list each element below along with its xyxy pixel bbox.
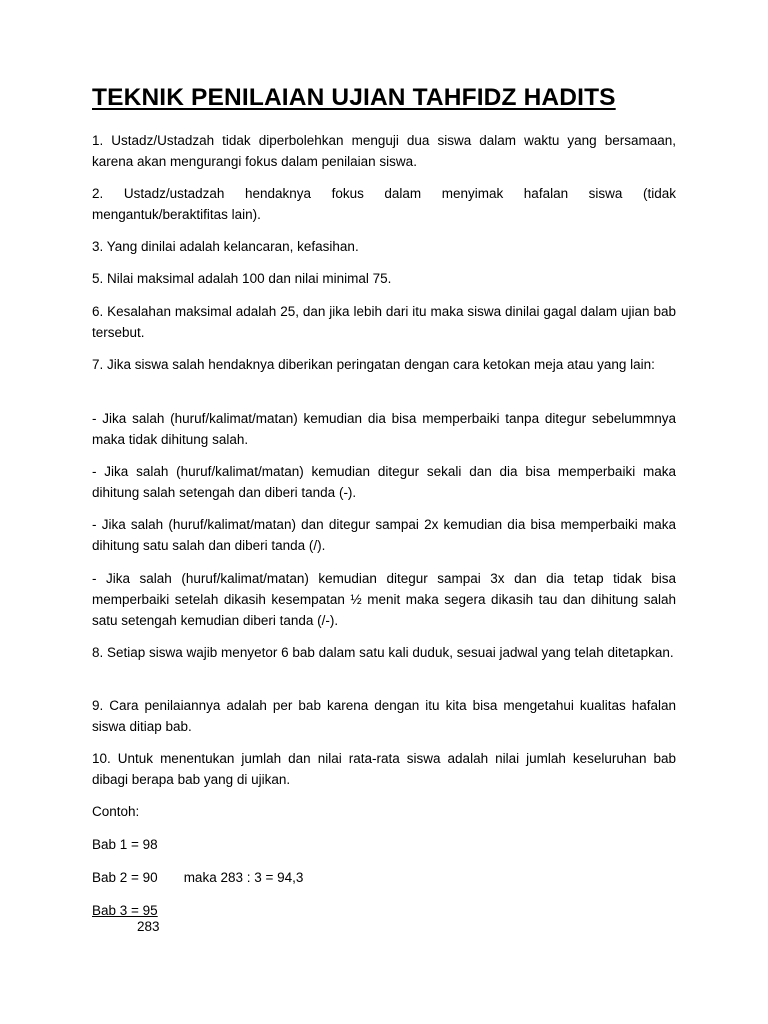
sub-item-1: - Jika salah (huruf/kalimat/matan) kemudian dia bisa memperbaiki tanpa ditegur sebelummnya maka tidak dihitung salah. (92, 411, 676, 447)
rule-item-10: 10. Untuk menentukan jumlah dan nilai rata-rata siswa adalah nilai jumlah keseluruhan bab dibagi berapa bab yang di ujikan. (92, 751, 676, 787)
example-calculation: maka 283 : 3 = 94,3 (183, 870, 304, 885)
sub-item-4: - Jika salah (huruf/kalimat/matan) kemudian ditegur sampai 3x dan dia tetap tidak bisa memperbaiki setelah dikasih kesempatan ½ menit maka segera dikasih tau dan dihitung salah satu setengah kemudian diberi tanda (/-). (92, 571, 676, 628)
example-heading: Contoh: (92, 804, 140, 819)
rule-item-5: 5. Nilai maksimal adalah 100 dan nilai minimal 75. (92, 271, 392, 286)
example-bab-2: Bab 2 = 90 (92, 870, 158, 885)
rule-item-8: 8. Setiap siswa wajib menyetor 6 bab dalam satu kali duduk, sesuai jadwal yang telah ditetapkan. (92, 645, 674, 660)
example-bab-1: Bab 1 = 98 (92, 837, 158, 852)
rule-item-9: 9. Cara penilaiannya adalah per bab karena dengan itu kita bisa mengetahui kualitas hafalan siswa ditiap bab. (92, 698, 676, 734)
rule-item-7: 7. Jika siswa salah hendaknya diberikan peringatan dengan cara ketokan meja atau yang lain: (92, 357, 655, 372)
sub-item-3: - Jika salah (huruf/kalimat/matan) dan ditegur sampai 2x kemudian dia bisa memperbaiki maka dihitung satu salah dan diberi tanda (/). (92, 517, 676, 553)
example-bab-2-row (92, 867, 303, 888)
rule-item-3: 3. Yang dinilai adalah kelancaran, kefasihan. (92, 239, 359, 254)
example-bab-3: Bab 3 = 95 (92, 903, 158, 918)
rule-item-1: 1. Ustadz/Ustadzah tidak diperbolehkan menguji dua siswa dalam waktu yang bersamaan, karena akan mengurangi fokus dalam penilaian siswa. (92, 133, 676, 169)
rule-item-6: 6. Kesalahan maksimal adalah 25, dan jika lebih dari itu maka siswa dinilai gagal dalam ujian bab tersebut. (92, 304, 676, 340)
example-total: 283 (137, 919, 160, 934)
document-title: TEKNIK PENILAIAN UJIAN TAHFIDZ HADITS (92, 84, 616, 111)
rule-item-2: 2. Ustadz/ustadzah hendaknya fokus dalam menyimak hafalan siswa (tidak mengantuk/beraktifitas lain). (92, 186, 676, 222)
sub-item-2: - Jika salah (huruf/kalimat/matan) kemudian ditegur sekali dan dia bisa memperbaiki maka dihitung salah setengah dan diberi tanda (-). (92, 464, 676, 500)
